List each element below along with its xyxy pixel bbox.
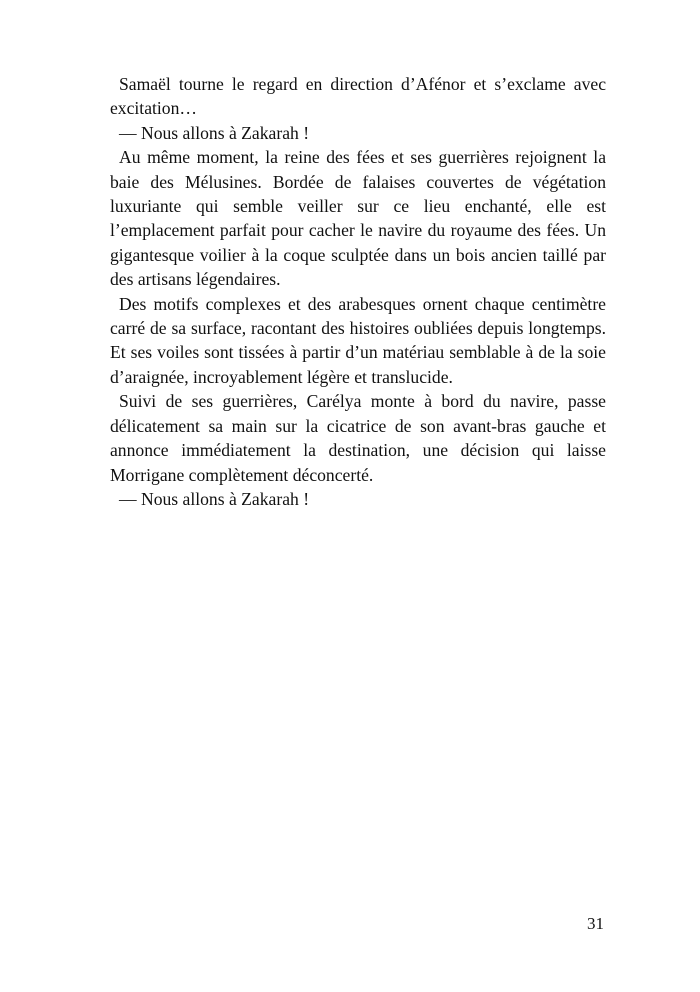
dialogue-line: — Nous allons à Zakarah !: [119, 122, 310, 143]
body-text: [110, 72, 606, 511]
paragraph: Suivi de ses guerrières, Carélya monte à bord du navire, passe délicatement sa main sur la cicatrice de son avant-bras gauche et annonce immédiatement la destination, une décision qui laisse Morrigane complètement déconcerté.: [110, 391, 606, 485]
dialogue-line: — Nous allons à Zakarah !: [119, 488, 310, 509]
paragraph: Au même moment, la reine des fées et ses guerrières rejoignent la baie des Mélusines. Bordée de falaises couvertes de végétation luxuriante qui semble veiller sur ce lieu enchanté, elle est l’emplacement parfait pour cacher le navire du royaume des fées. Un gigantesque voilier à la coque sculptée dans un bois ancien taillé par des artisans légendaires.: [110, 147, 606, 290]
paragraph: Des motifs complexes et des arabesques ornent chaque centimètre carré de sa surface, racontant des histoires oubliées depuis longtemps. Et ses voiles sont tissées à partir d’un matériau semblable à de la soie d’araignée, incroyablement légère et translucide.: [110, 293, 606, 387]
page-number: 31: [587, 914, 604, 933]
paragraph: Samaël tourne le regard en direction d’Afénor et s’exclame avec excitation…: [110, 74, 606, 119]
